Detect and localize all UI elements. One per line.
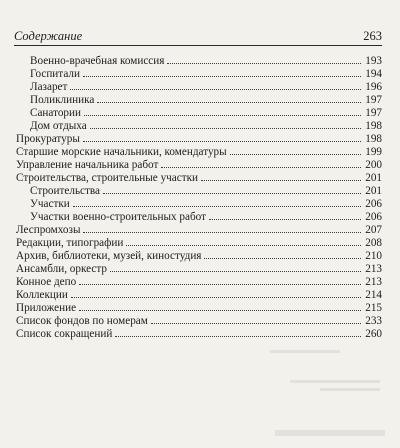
running-header xyxy=(14,26,382,44)
toc-entry xyxy=(30,107,382,119)
toc-entry-title: Санатории xyxy=(30,107,81,119)
toc-entry-title: Участки xyxy=(30,198,70,210)
dot-leader xyxy=(97,94,361,103)
toc-entry-title: Строительства xyxy=(30,185,101,197)
toc-entry-page: 214 xyxy=(365,289,382,301)
toc-entry-page: 200 xyxy=(365,159,382,171)
toc-entry xyxy=(30,68,382,80)
dot-leader xyxy=(209,211,361,220)
toc-entry xyxy=(16,315,382,327)
toc-entry-title: Госпитали xyxy=(30,68,80,80)
section-title: Содержание xyxy=(14,29,83,43)
page-number: 263 xyxy=(363,29,382,43)
toc-entry-title: Список фондов по номерам xyxy=(16,315,148,327)
dot-leader xyxy=(79,276,361,285)
dot-leader xyxy=(115,328,361,337)
toc-entry-page: 215 xyxy=(365,302,382,314)
toc-entry xyxy=(16,133,382,145)
toc-entry-title: Список сокращений xyxy=(16,328,113,340)
toc-entry-title: Коллекции xyxy=(16,289,68,301)
toc-entry-title: Старшие морские начальники, комендатуры xyxy=(16,146,227,158)
dot-leader xyxy=(79,302,361,311)
toc-entry-page: 210 xyxy=(365,250,382,262)
toc-entry-title: Редакции, типографии xyxy=(16,237,124,249)
toc-entry-page: 201 xyxy=(365,172,382,184)
toc-entry-title: Ансамбли, оркестр xyxy=(16,263,107,275)
toc-entry xyxy=(16,250,382,262)
dot-leader xyxy=(103,185,361,194)
dot-leader xyxy=(90,120,361,129)
toc-entry-page: 194 xyxy=(365,68,382,80)
toc-entry-title: Приложение xyxy=(16,302,77,314)
dot-leader xyxy=(83,68,361,77)
toc-entry-page: 213 xyxy=(365,263,382,275)
toc-entry xyxy=(30,120,382,132)
toc-entry-page: 207 xyxy=(365,224,382,236)
dot-leader xyxy=(83,133,361,142)
dot-leader xyxy=(204,250,361,259)
toc-entry xyxy=(30,55,382,67)
toc-entry xyxy=(16,159,382,171)
toc-entry-title: Дом отдыха xyxy=(30,120,87,132)
toc-entry xyxy=(16,328,382,340)
toc-entry-page: 198 xyxy=(365,120,382,132)
toc-entry-page: 233 xyxy=(365,315,382,327)
toc-entry xyxy=(30,81,382,93)
toc-entry xyxy=(30,185,382,197)
toc-entry-title: Участки военно-строительных работ xyxy=(30,211,206,223)
toc-entry-title: Военно-врачебная комиссия xyxy=(30,55,165,67)
toc-entry xyxy=(30,211,382,223)
toc-entry-page: 208 xyxy=(365,237,382,249)
dot-leader xyxy=(70,81,361,90)
toc-entry xyxy=(30,94,382,106)
toc-entry-page: 206 xyxy=(365,211,382,223)
toc-entry-title: Прокуратуры xyxy=(16,133,80,145)
dot-leader xyxy=(71,289,361,298)
toc-entry xyxy=(16,263,382,275)
toc-entry-title: Лазарет xyxy=(30,81,68,93)
toc-entry-page: 198 xyxy=(365,133,382,145)
toc-entry-title: Леспромхозы xyxy=(16,224,81,236)
dot-leader xyxy=(126,237,361,246)
show-through-texture xyxy=(260,340,400,448)
dot-leader xyxy=(73,198,361,207)
toc-entry-page: 193 xyxy=(365,55,382,67)
toc-entry-page: 197 xyxy=(365,107,382,119)
dot-leader xyxy=(201,172,361,181)
toc-entry xyxy=(16,276,382,288)
toc-entry-page: 260 xyxy=(365,328,382,340)
toc-entry-title: Поликлиника xyxy=(30,94,95,106)
toc-entry xyxy=(16,237,382,249)
toc-entry-title: Строительства, строительные участки xyxy=(16,172,199,184)
toc-entry-page: 196 xyxy=(365,81,382,93)
toc-entry-title: Архив, библиотеки, музей, киностудия xyxy=(16,250,202,262)
toc-entry xyxy=(16,302,382,314)
dot-leader xyxy=(230,146,361,155)
toc-entry-page: 199 xyxy=(365,146,382,158)
dot-leader xyxy=(83,224,361,233)
dot-leader xyxy=(110,263,361,272)
toc-entry xyxy=(16,146,382,158)
dot-leader xyxy=(84,107,361,116)
toc-entry xyxy=(16,172,382,184)
dot-leader xyxy=(167,55,361,64)
toc-entry xyxy=(30,198,382,210)
toc-entry-page: 213 xyxy=(365,276,382,288)
toc-entry xyxy=(16,224,382,236)
toc-entry-title: Управление начальника работ xyxy=(16,159,159,171)
dot-leader xyxy=(161,159,361,168)
header-rule xyxy=(14,45,382,46)
toc-entry-page: 197 xyxy=(365,94,382,106)
dot-leader xyxy=(151,315,361,324)
toc-entry-page: 206 xyxy=(365,198,382,210)
toc-entry xyxy=(16,289,382,301)
toc-entry-title: Конное депо xyxy=(16,276,77,288)
toc-entry-page: 201 xyxy=(365,185,382,197)
